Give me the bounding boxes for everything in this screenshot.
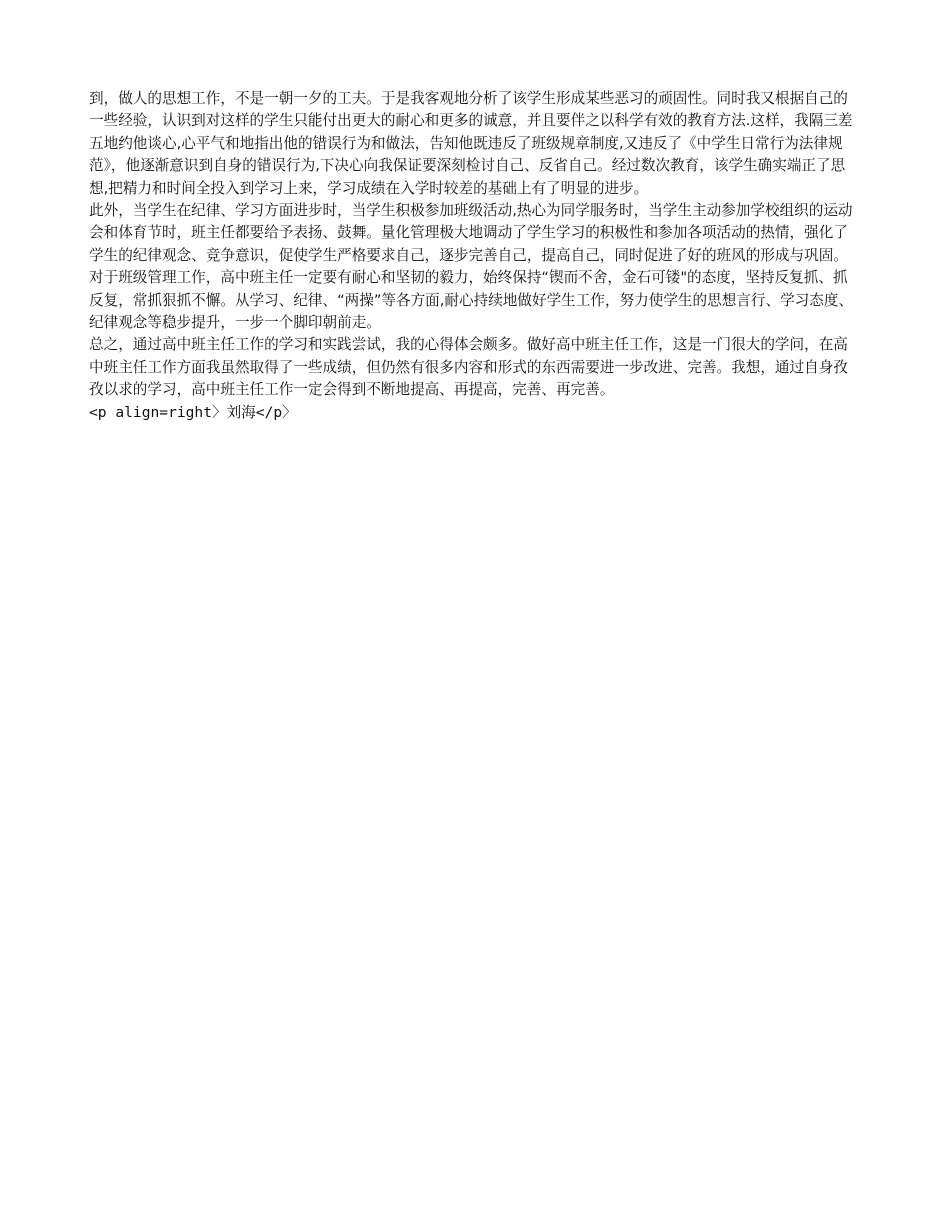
paragraph-2: 此外，当学生在纪律、学习方面进步时，当学生积极参加班级活动,热心为同学服务时，当学生主动参加学校组织的运动会和体育节时，班主任都要给予表扬、鼓舞。量化管理极大地调动了学生学习的积极性和参加各项活动的热情，强化了学生的纪律观念、竞争意识，促使学生严格要求自己，逐步完善自己，提高自己，同时促进了好的班风的形成与巩固。 (89, 202, 853, 264)
paragraph-4: 总之，通过高中班主任工作的学习和实践尝试，我的心得体会颇多。做好高中班主任工作，这是一门很大的学问，在高中班主任工作方面我虽然取得了一些成绩，但仍然有很多内容和形式的东西需要进一步改进、完善。我想，通过自身孜孜以求的学习，高中班主任工作一定会得到不断地提高、再提高，完善、再完善。 (89, 336, 848, 399)
paragraph-3: 对于班级管理工作，高中班主任一定要有耐心和坚韧的毅力，始终保持“锲而不舍，金石可镂"的态度，坚持反复抓、抓反复，常抓狠抓不懈。从学习、纪律、“两操”等各方面,耐心持续地做好学生工作，努力使学生的思想言行、学习态度、纪律观念等稳步提升，一步一个脚印朝前走。 (89, 269, 854, 332)
document-body (89, 88, 861, 424)
signature-line: <p align=right〉刘海</p〉 (89, 403, 297, 421)
paragraph-1: 到，做人的思想工作，不是一朝一夕的工夫。于是我客观地分析了该学生形成某些恶习的顽固性。同时我又根据自己的一些经验，认识到对这样的学生只能付出更大的耐心和更多的诚意，并且要伴之以科学有效的教育方法.这样，我隔三差五地约他谈心,心平气和地指出他的错误行为和做法，告知他既违反了班级规章制度,又违反了《中学生日常行为法律规范》，他逐渐意识到自身的错误行为,下决心向我保证要深刻检讨自己、反省自己。经过数次教育，该学生确实端正了思想,把精力和时间全投入到学习上来，学习成绩在入学时较差的基础上有了明显的进步。 (89, 90, 853, 197)
